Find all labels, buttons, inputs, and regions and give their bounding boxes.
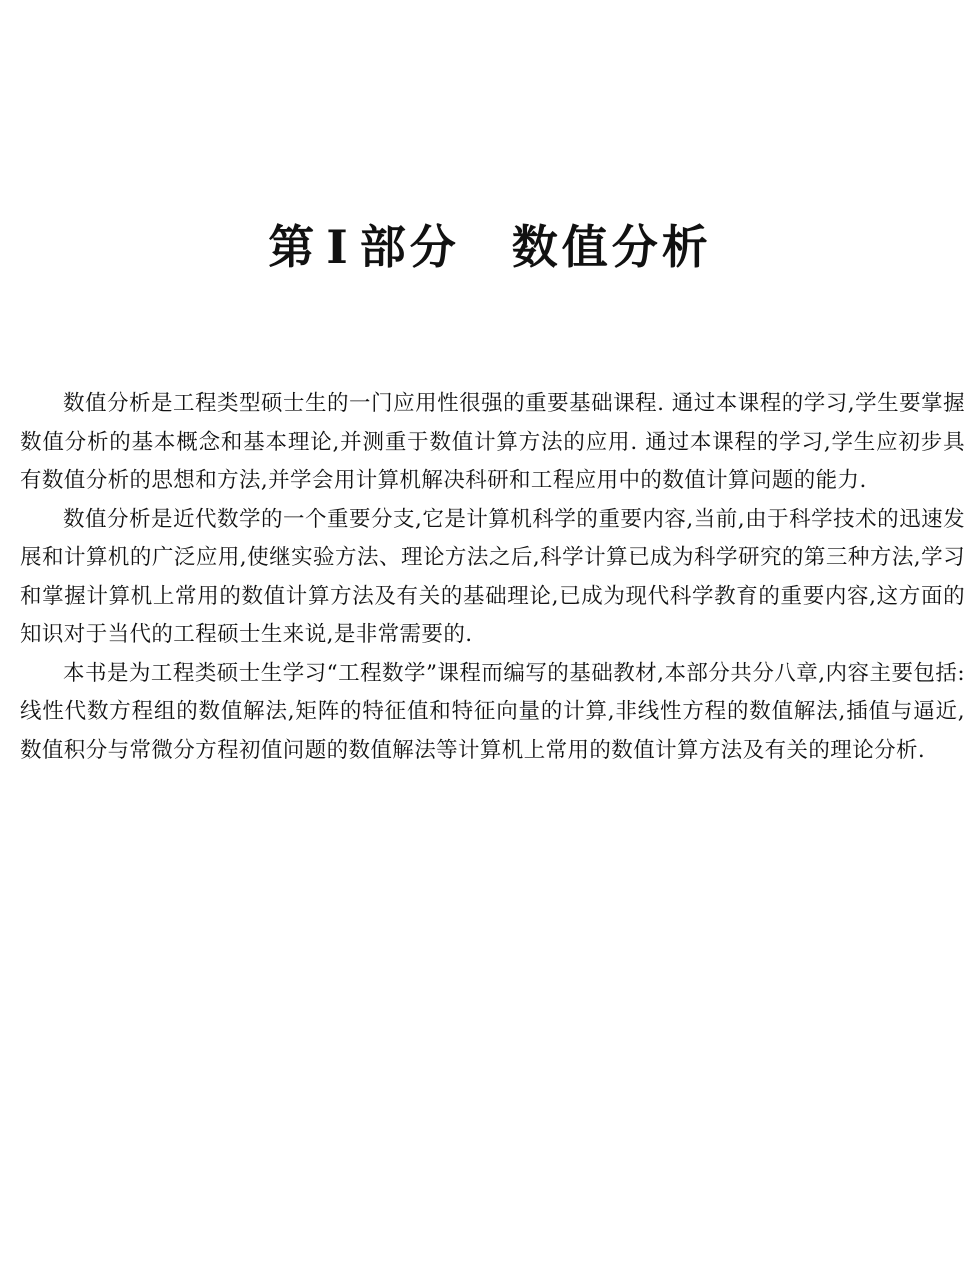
part-title-prefix: 第	[268, 220, 319, 274]
body-text	[20, 385, 965, 770]
part-title	[0, 212, 980, 282]
paragraph-1: 数值分析是工程类型硕士生的一门应用性很强的重要基础课程. 通过本课程的学习,学生要掌握数值分析的基本概念和基本理论,并测重于数值计算方法的应用. 通过本课程的学习,学生应初步具有数值分析的思想和方法,并学会用计算机解决科研和工程应用中的数值计算问题的能力.	[20, 391, 965, 493]
paragraph-2: 数值分析是近代数学的一个重要分支,它是计算机科学的重要内容,当前,由于科学技术的迅速发展和计算机的广泛应用,使继实验方法、理论方法之后,科学计算已成为科学研究的第三种方法,学习和掌握计算机上常用的数值计算方法及有关的基础理论,已成为现代科学教育的重要内容,这方面的知识对于当代的工程硕士生来说,是非常需要的.	[20, 506, 965, 647]
part-title-suffix: 部分	[359, 220, 460, 274]
part-title-name: 数值分析	[511, 220, 712, 274]
part-title-number: I	[326, 220, 352, 274]
paragraph-3: 本书是为工程类硕士生学习“工程数学”课程而编写的基础教材,本部分共分八章,内容主要包括:线性代数方程组的数值解法,矩阵的特征值和特征向量的计算,非线性方程的数值解法,插值与逼近,数值积分与常微分方程初值问题的数值解法等计算机上常用的数值计算方法及有关的理论分析.	[20, 660, 965, 763]
